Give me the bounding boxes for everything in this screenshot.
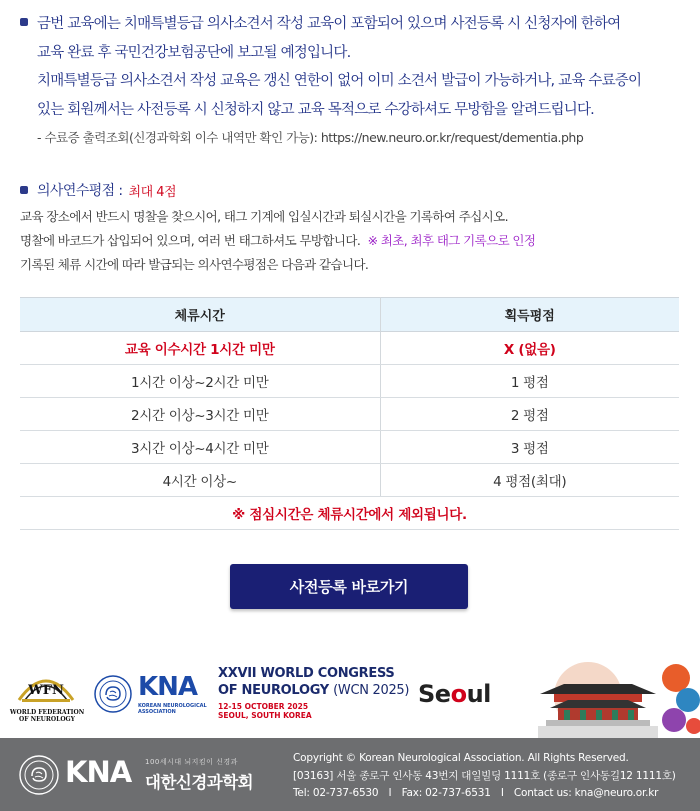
stay-time-cell: 교육 이수시간 1시간 미만 [20, 332, 380, 365]
cme-desc-line: 교육 장소에서 반드시 명찰을 찾으시어, 태그 기계에 입실시간과 퇴실시간을 기록하여 주십시오. [20, 209, 509, 224]
footer-contact-info [293, 750, 676, 803]
cme-tag-note: ※ 최초, 최후 태그 기록으로 인정 [367, 233, 536, 248]
kna-logo: KNA KOREAN NEUROLOGICAL ASSOCIATION [138, 672, 207, 715]
score-cell: X (없음) [380, 332, 679, 365]
stay-time-cell: 2시간 이상~3시간 미만 [20, 398, 380, 431]
cme-title-label: 의사연수평점 : [37, 183, 123, 199]
bullet-icon [20, 18, 28, 26]
footer-fax: Fax: 02-737-6531 [401, 787, 491, 799]
site-footer [0, 738, 700, 811]
footer-separator: I [388, 787, 392, 799]
svg-text:WFN: WFN [28, 683, 64, 698]
footer-association-name: 대한신경과학회 [145, 773, 254, 792]
score-cell: 1 평점 [380, 365, 679, 398]
footer-kna-logo: KNA [65, 755, 132, 789]
cme-max-points: 최대 4점 [128, 184, 177, 200]
notice-section [20, 10, 680, 150]
notice-line: 교육 완료 후 국민건강보험공단에 보고될 예정입니다. [37, 44, 351, 61]
table-row [20, 464, 679, 497]
table-row [20, 332, 679, 365]
sponsor-logo-strip [0, 650, 700, 738]
wfn-logo-text: WORLD FEDERATION OF NEUROLOGY [9, 709, 85, 723]
footer-separator: I [500, 787, 504, 799]
footer-phone-row [293, 785, 676, 803]
cme-score-table [20, 297, 679, 530]
pre-registration-button[interactable]: 사전등록 바로가기 [230, 564, 468, 609]
footer-copyright: Copyright © Korean Neurological Association. All Rights Reserved. [293, 752, 629, 764]
table-row [20, 398, 679, 431]
cme-section-title [20, 180, 176, 200]
table-header-row [20, 298, 679, 332]
lunch-exclusion-note: ※ 점심시간은 체류시간에서 제외됩니다. [20, 497, 679, 530]
header-stay-time: 체류시간 [20, 298, 380, 332]
footer-address: [03163] 서울 종로구 인사동 43번지 대일빌딩 1111호 (종로구 인사동길12 1111호) [293, 769, 676, 782]
kna-seal-icon [19, 755, 59, 795]
table-row [20, 365, 679, 398]
notice-line: 금번 교육에는 치매특별등급 의사소견서 작성 교육이 포함되어 있으며 사전등록 시 신청자에 한하여 [37, 16, 621, 32]
footer-slogan: 100세시대 뇌지킴이 신경과 [145, 758, 238, 766]
cme-desc-line: 기록된 체류 시간에 따라 발급되는 의사연수평점은 다음과 같습니다. [20, 257, 369, 272]
score-cell: 3 평점 [380, 431, 679, 464]
header-score: 획득평점 [380, 298, 679, 332]
cme-description [20, 205, 680, 277]
bullet-icon [20, 186, 28, 194]
table-row [20, 431, 679, 464]
stay-time-cell: 1시간 이상~2시간 미만 [20, 365, 380, 398]
seoul-logo: Seoul [418, 680, 491, 708]
score-cell: 2 평점 [380, 398, 679, 431]
cme-desc-line [20, 229, 680, 253]
notice-line: 있는 회원께서는 사전등록 시 신청하지 않고 교육 목적으로 수강하셔도 무방함을 알려드립니다. [37, 101, 594, 118]
score-cell: 4 평점(최대) [380, 464, 679, 497]
certificate-lookup-note: - 수료증 출력조회(신경과학회 이수 내역만 확인 가능): https://new.neuro.or.kr/request/dementia.php [37, 130, 584, 145]
cme-desc-text: 명찰에 바코드가 삽입되어 있으며, 여러 번 태그하셔도 무방합니다. [20, 233, 361, 248]
wcn2025-logo: XXVII WORLD CONGRESS OF NEUROLOGY (WCN 2025) 12-15 OCTOBER 2025 SEOUL, SOUTH KOREA [218, 666, 410, 720]
stay-time-cell: 3시간 이상~4시간 미만 [20, 431, 380, 464]
footer-contact-email[interactable]: Contact us: kna@neuro.or.kr [513, 787, 659, 799]
wfn-logo [6, 668, 88, 726]
footer-tel: Tel: 02-737-6530 [293, 787, 379, 799]
wfn-emblem-icon [16, 668, 76, 706]
table-footnote-row [20, 497, 679, 530]
notice-line: 치매특별등급 의사소견서 작성 교육은 갱신 연한이 없어 이미 소견서 발급이 가능하거나, 교육 수료증이 [37, 73, 642, 89]
stay-time-cell: 4시간 이상~ [20, 464, 380, 497]
kna-seal-icon [94, 675, 132, 713]
palace-illustration-icon [528, 656, 700, 738]
